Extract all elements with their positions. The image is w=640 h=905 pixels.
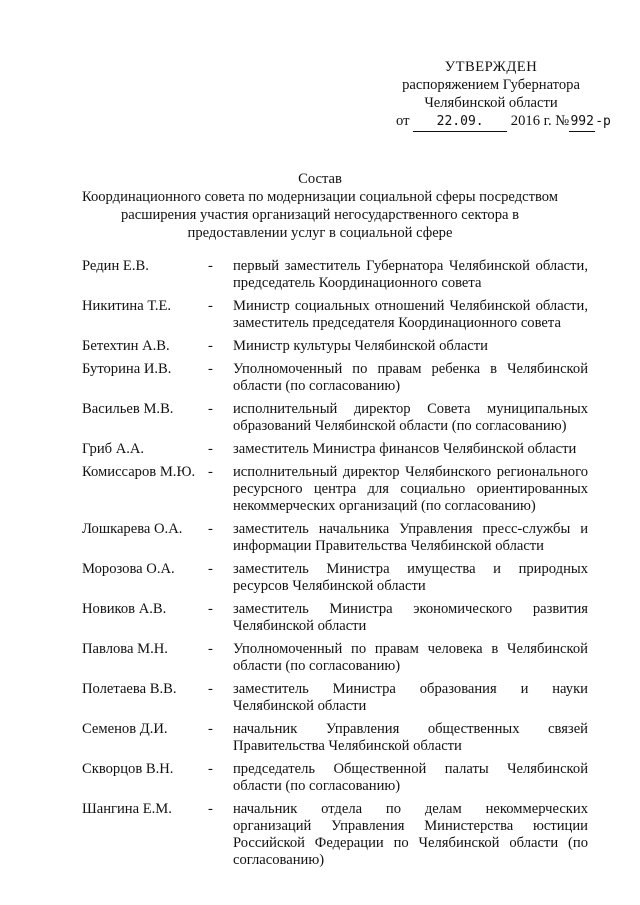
- member-row: [82, 258, 588, 292]
- heading-title: Состав: [298, 171, 342, 187]
- member-name: Комиссаров М.Ю.: [82, 464, 196, 480]
- member-role: исполнительный директор Челябинского регионального ресурсного центра для социально ориентированных некоммерческих организаций (по согласованию): [233, 464, 588, 514]
- member-dash: -: [208, 464, 213, 480]
- member-row: [82, 338, 588, 355]
- member-name: Бетехтин А.В.: [82, 338, 170, 354]
- decree-year: 2016 г. №: [510, 113, 570, 129]
- member-row: [82, 521, 588, 555]
- member-name: Морозова О.А.: [82, 561, 175, 577]
- approval-stamp: [380, 58, 602, 112]
- member-name: Павлова М.Н.: [82, 641, 168, 657]
- member-name: Лошкарева О.А.: [82, 521, 183, 537]
- members-list: [82, 258, 588, 875]
- member-name: Буторина И.В.: [82, 361, 172, 377]
- member-name: Полетаева В.В.: [82, 681, 177, 697]
- member-role: исполнительный директор Совета муниципальных образований Челябинской области (по согласованию): [233, 401, 588, 434]
- member-name: Шангина Е.М.: [82, 801, 172, 817]
- approval-line-1: распоряжением Губернатора: [402, 77, 580, 93]
- member-role: заместитель Министра имущества и природных ресурсов Челябинской области: [233, 561, 588, 594]
- member-row: [82, 561, 588, 595]
- member-dash: -: [208, 561, 213, 577]
- member-role: начальник Управления общественных связей Правительства Челябинской области: [233, 721, 588, 754]
- member-dash: -: [208, 721, 213, 737]
- date-prefix: от: [396, 113, 410, 129]
- member-role: Уполномоченный по правам человека в Челябинской области (по согласованию): [233, 641, 588, 674]
- member-dash: -: [208, 761, 213, 777]
- member-role: заместитель Министра финансов Челябинской области: [233, 441, 577, 457]
- approval-title: УТВЕРЖДЕН: [444, 59, 538, 75]
- member-role: заместитель Министра экономического развития Челябинской области: [233, 601, 588, 634]
- decree-number-suffix: -р: [595, 114, 611, 129]
- member-name: Скворцов В.Н.: [82, 761, 174, 777]
- member-dash: -: [208, 258, 213, 274]
- member-role: Министр культуры Челябинской области: [233, 338, 488, 354]
- member-row: [82, 801, 588, 869]
- member-row: [82, 464, 588, 515]
- member-role: Министр социальных отношений Челябинской области, заместитель председателя Координационного совета: [233, 298, 588, 331]
- decree-number: 992: [570, 114, 594, 129]
- member-row: [82, 441, 588, 458]
- member-name: Гриб А.А.: [82, 441, 145, 457]
- number-underline: [569, 112, 595, 132]
- member-dash: -: [208, 361, 213, 377]
- member-dash: -: [208, 801, 213, 817]
- member-dash: -: [208, 298, 213, 314]
- member-role: заместитель начальника Управления пресс-службы и информации Правительства Челябинской области: [233, 521, 588, 554]
- heading-subtitle: Координационного совета по модернизации социальной сферы посредством расширения участия организаций негосударственного сектора в предоставлении услуг в социальной сфере: [81, 189, 559, 241]
- decree-date-line: [396, 112, 611, 132]
- member-row: [82, 401, 588, 435]
- member-dash: -: [208, 338, 213, 354]
- member-row: [82, 361, 588, 395]
- member-dash: -: [208, 401, 213, 417]
- member-role: заместитель Министра образования и науки Челябинской области: [233, 681, 588, 714]
- member-role: первый заместитель Губернатора Челябинской области, председатель Координационного совета: [233, 258, 588, 291]
- member-row: [82, 641, 588, 675]
- member-name: Новиков А.В.: [82, 601, 167, 617]
- member-dash: -: [208, 601, 213, 617]
- member-name: Редин Е.В.: [82, 258, 149, 274]
- member-name: Семенов Д.И.: [82, 721, 168, 737]
- member-row: [82, 681, 588, 715]
- member-role: председатель Общественной палаты Челябинской области (по согласованию): [233, 761, 588, 794]
- member-dash: -: [208, 521, 213, 537]
- member-dash: -: [208, 441, 213, 457]
- member-row: [82, 721, 588, 755]
- document-heading: [70, 170, 570, 242]
- member-dash: -: [208, 641, 213, 657]
- member-row: [82, 761, 588, 795]
- member-role: Уполномоченный по правам ребенка в Челябинской области (по согласованию): [233, 361, 588, 394]
- date-underline: [413, 112, 507, 132]
- approval-line-2: Челябинской области: [424, 95, 558, 111]
- decree-date: 22.09.: [436, 114, 484, 129]
- member-role: начальник отдела по делам некоммерческих организаций Управления Министерства юстиции Российской Федерации по Челябинской области (по согласованию): [233, 801, 588, 868]
- member-name: Васильев М.В.: [82, 401, 174, 417]
- member-row: [82, 298, 588, 332]
- member-row: [82, 601, 588, 635]
- member-dash: -: [208, 681, 213, 697]
- member-name: Никитина Т.Е.: [82, 298, 172, 314]
